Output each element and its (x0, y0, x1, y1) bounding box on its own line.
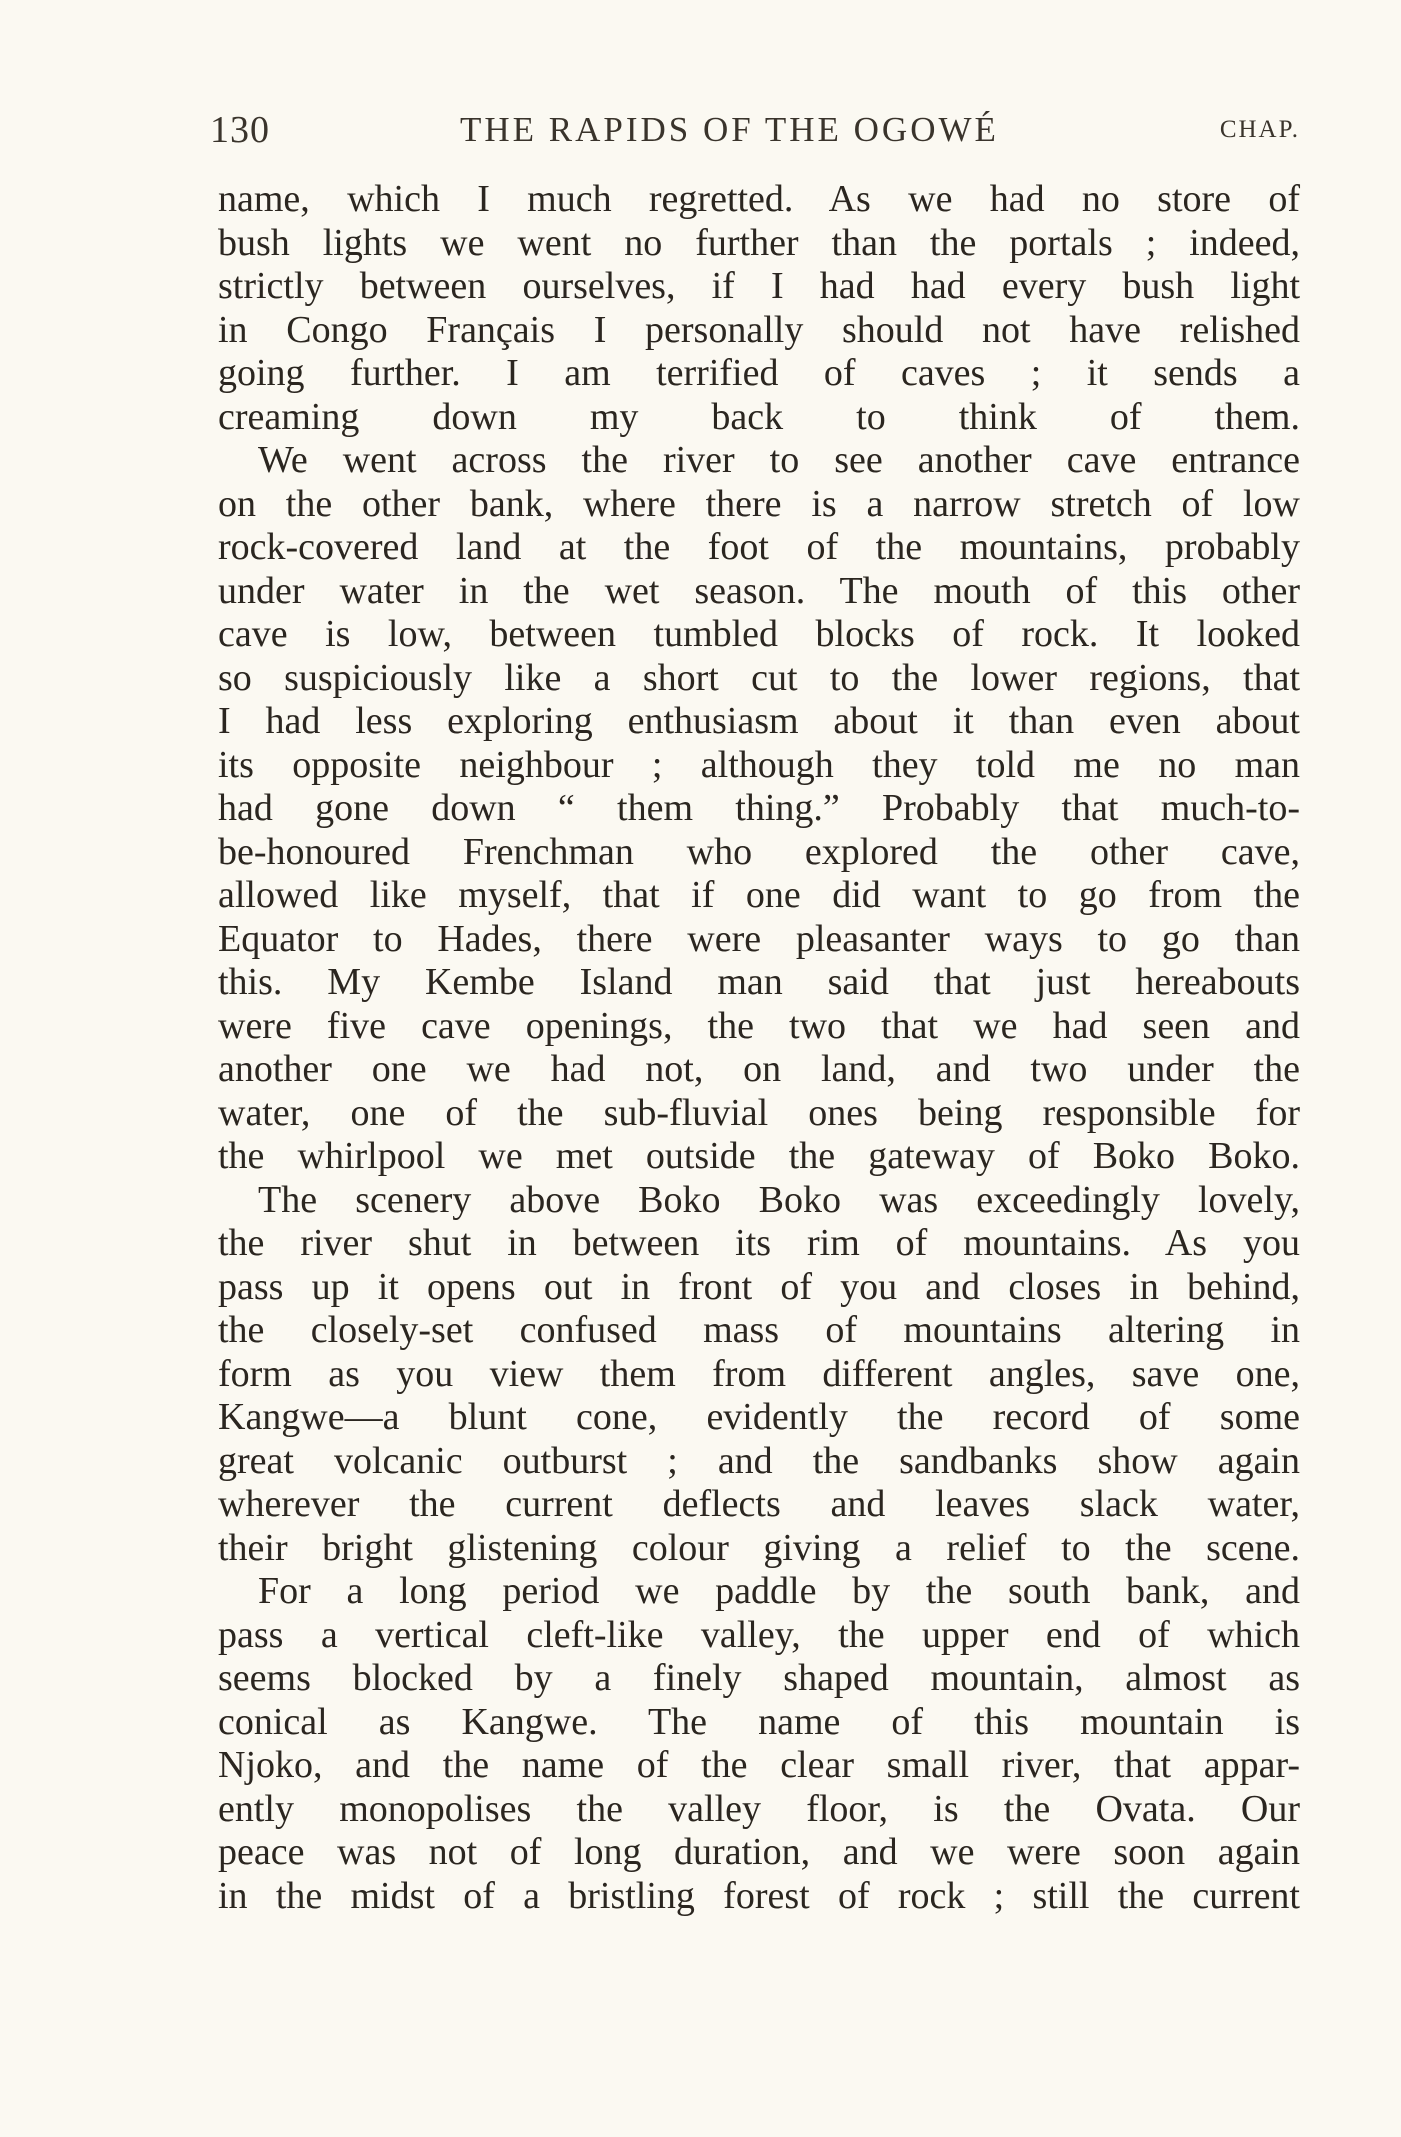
text-line: Equator to Hades, there were pleasanter ways to go than (218, 917, 1300, 960)
page-number: 130 (210, 109, 270, 151)
text-line: peace was not of long duration, and we were soon again (218, 1831, 1300, 1873)
body-text (218, 178, 1300, 1918)
text-line: cave is low, between tumbled blocks of rock. It looked (218, 613, 1300, 655)
text-line: its opposite neighbour ; although they told me no man (218, 743, 1300, 786)
text-line: Njoko, and the name of the clear small river, that appar- (218, 1744, 1300, 1786)
text-line: were five cave openings, the two that we had seen and (218, 1004, 1300, 1047)
running-title: THE RAPIDS OF THE OGOWÉ (460, 110, 999, 149)
text-line: conical as Kangwe. The name of this mountain is (218, 1700, 1300, 1743)
text-line: The scenery above Boko Boko was exceedingly lovely, (258, 1178, 1300, 1221)
text-line: seems blocked by a finely shaped mountain, almost as (218, 1657, 1300, 1699)
page-header (210, 108, 1300, 168)
chapter-abbreviation: CHAP. (1219, 116, 1300, 143)
text-line: pass up it opens out in front of you and closes in behind, (218, 1265, 1300, 1308)
text-line: form as you view them from different angles, save one, (218, 1352, 1300, 1395)
text-line: water, one of the sub-fluvial ones being responsible for (218, 1091, 1300, 1134)
text-line: ently monopolises the valley floor, is the Ovata. Our (218, 1787, 1300, 1830)
text-line: We went across the river to see another cave entrance (258, 439, 1300, 481)
text-line: in the midst of a bristling forest of rock ; still the current (218, 1874, 1300, 1917)
text-line: on the other bank, where there is a narrow stretch of low (218, 482, 1300, 525)
text-line: in Congo Français I personally should not have relished (218, 308, 1300, 351)
text-line: rock-covered land at the foot of the mountains, probably (218, 526, 1300, 568)
text-line: going further. I am terrified of caves ; it sends a (218, 352, 1300, 394)
text-line: wherever the current deflects and leaves slack water, (218, 1483, 1300, 1525)
text-line: creaming down my back to think of them. (218, 395, 1300, 438)
text-line: had gone down “ them thing.” Probably that much-to- (218, 787, 1300, 829)
text-line: the river shut in between its rim of mountains. As you (218, 1222, 1300, 1264)
text-line: be-honoured Frenchman who explored the other cave, (218, 830, 1300, 873)
text-line: allowed like myself, that if one did want to go from the (218, 874, 1300, 916)
text-line: bush lights we went no further than the portals ; indeed, (218, 221, 1300, 264)
text-line: pass a vertical cleft-like valley, the upper end of which (218, 1613, 1300, 1656)
text-line: so suspiciously like a short cut to the lower regions, that (218, 656, 1300, 699)
text-line: For a long period we paddle by the south bank, and (258, 1570, 1300, 1612)
text-line: the closely-set confused mass of mountains altering in (218, 1309, 1300, 1351)
text-line: name, which I much regretted. As we had no store of (218, 178, 1300, 220)
text-line: strictly between ourselves, if I had had every bush light (218, 265, 1300, 307)
text-line: great volcanic outburst ; and the sandbanks show again (218, 1439, 1300, 1482)
text-line: this. My Kembe Island man said that just hereabouts (218, 961, 1300, 1003)
text-line: their bright glistening colour giving a relief to the scene. (218, 1526, 1300, 1569)
text-line: another one we had not, on land, and two under the (218, 1048, 1300, 1090)
text-line: the whirlpool we met outside the gateway of Boko Boko. (218, 1135, 1300, 1177)
text-line: Kangwe—a blunt cone, evidently the record of some (218, 1396, 1300, 1438)
text-line: I had less exploring enthusiasm about it than even about (218, 700, 1300, 742)
text-line: under water in the wet season. The mouth of this other (218, 569, 1300, 612)
